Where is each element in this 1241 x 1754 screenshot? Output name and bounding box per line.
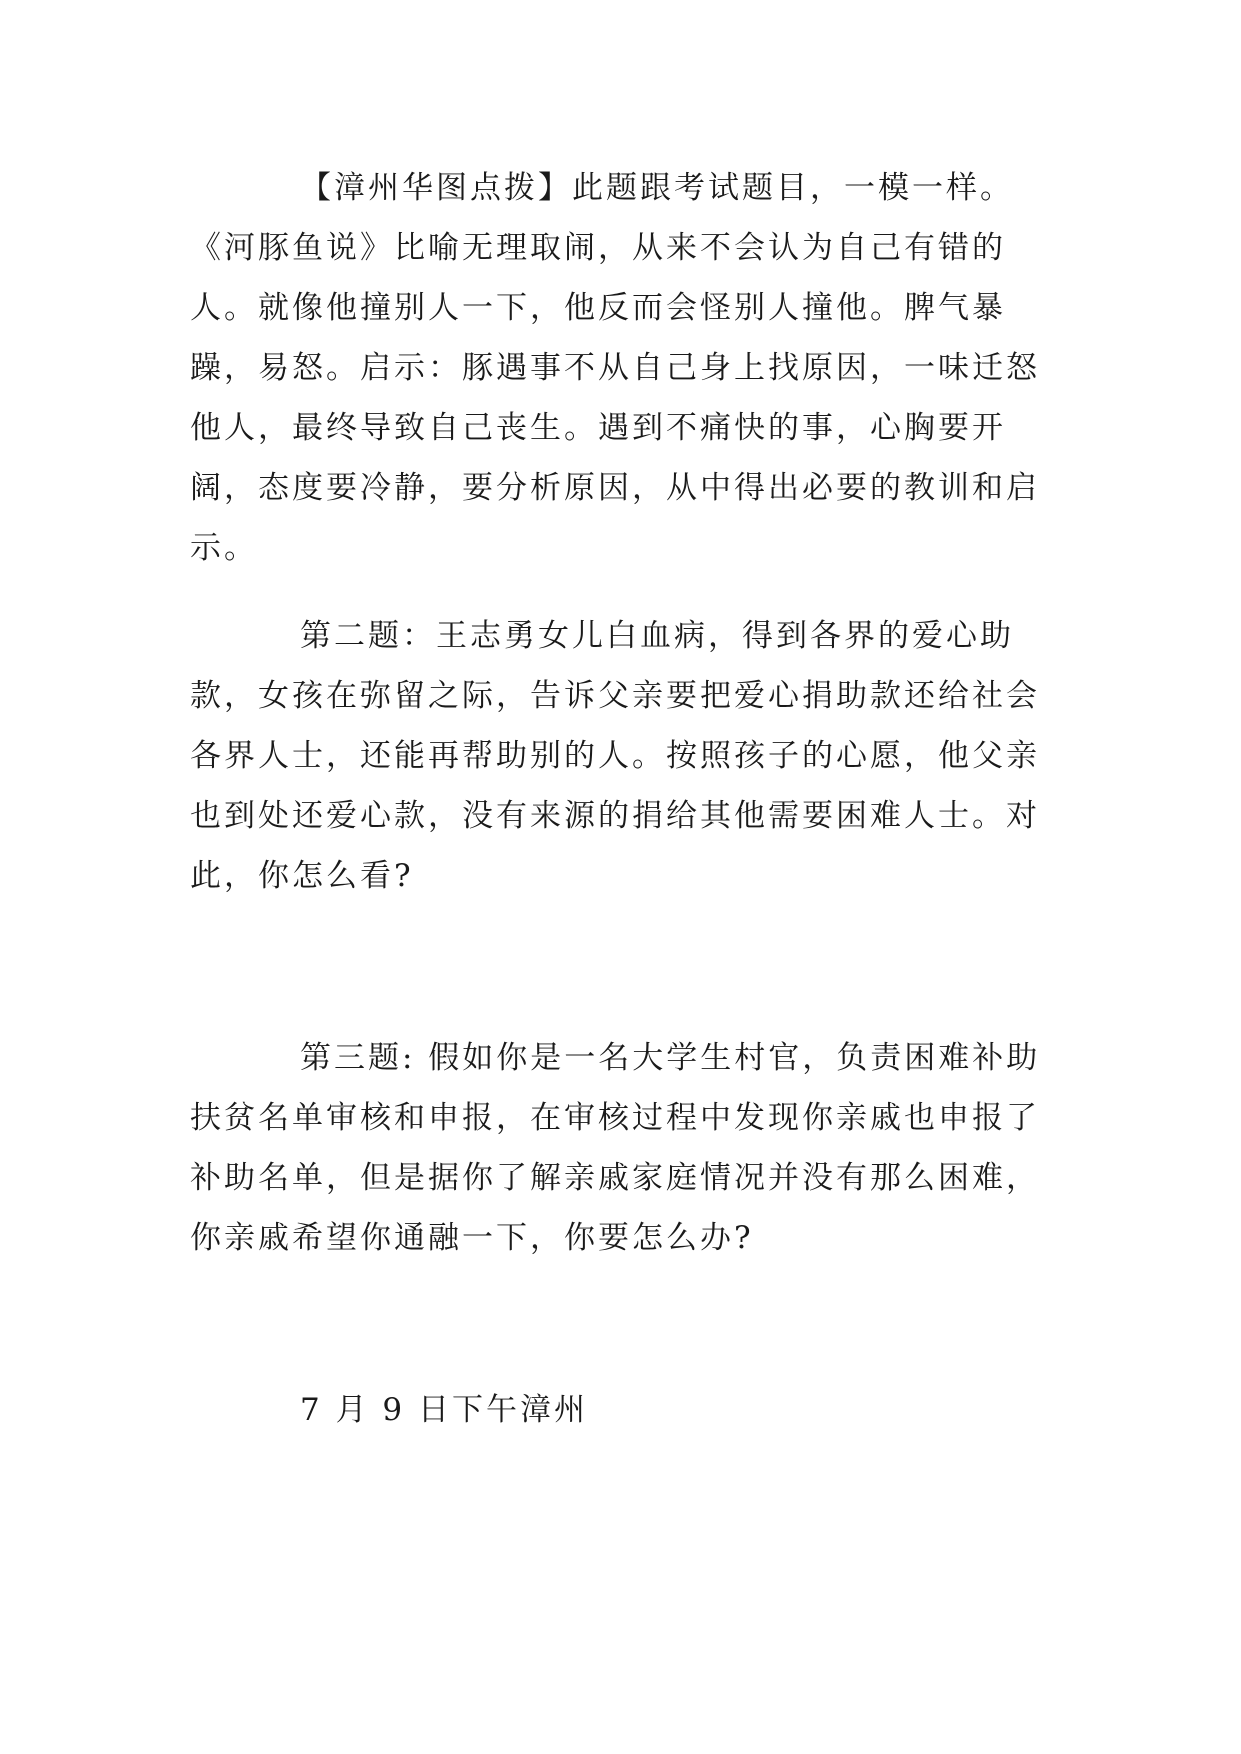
- paragraph-question-two: 第二题：王志勇女儿白血病，得到各界的爱心助款，女孩在弥留之际，告诉父亲要把爱心捐助款还给社会各界人士，还能再帮助别的人。按照孩子的心愿，他父亲也到处还爱心款，没有来源的捐给其他需要困难人士。对此，你怎么看?: [190, 618, 1040, 894]
- paragraph-question-three: 第三题: 假如你是一名大学生村官，负责困难补助扶贫名单审核和申报，在审核过程中发现你亲戚也申报了补助名单，但是据你了解亲戚家庭情况并没有那么困难，你亲戚希望你通融一下，你要怎么办?: [190, 1040, 1041, 1256]
- paragraph-date-location: 7 月 9 日下午漳州: [300, 1392, 589, 1428]
- paragraph-commentary: 【漳州华图点拨】此题跟考试题目，一模一样。《河豚鱼说》比喻无理取闹，从来不会认为自己有错的人。就像他撞别人一下，他反而会怪别人撞他。脾气暴躁，易怒。启示：豚遇事不从自己身上找原因，一味迁怒他人，最终导致自己丧生。遇到不痛快的事，心胸要开阔，态度要冷静，要分析原因，从中得出必要的教训和启示。: [190, 170, 1040, 566]
